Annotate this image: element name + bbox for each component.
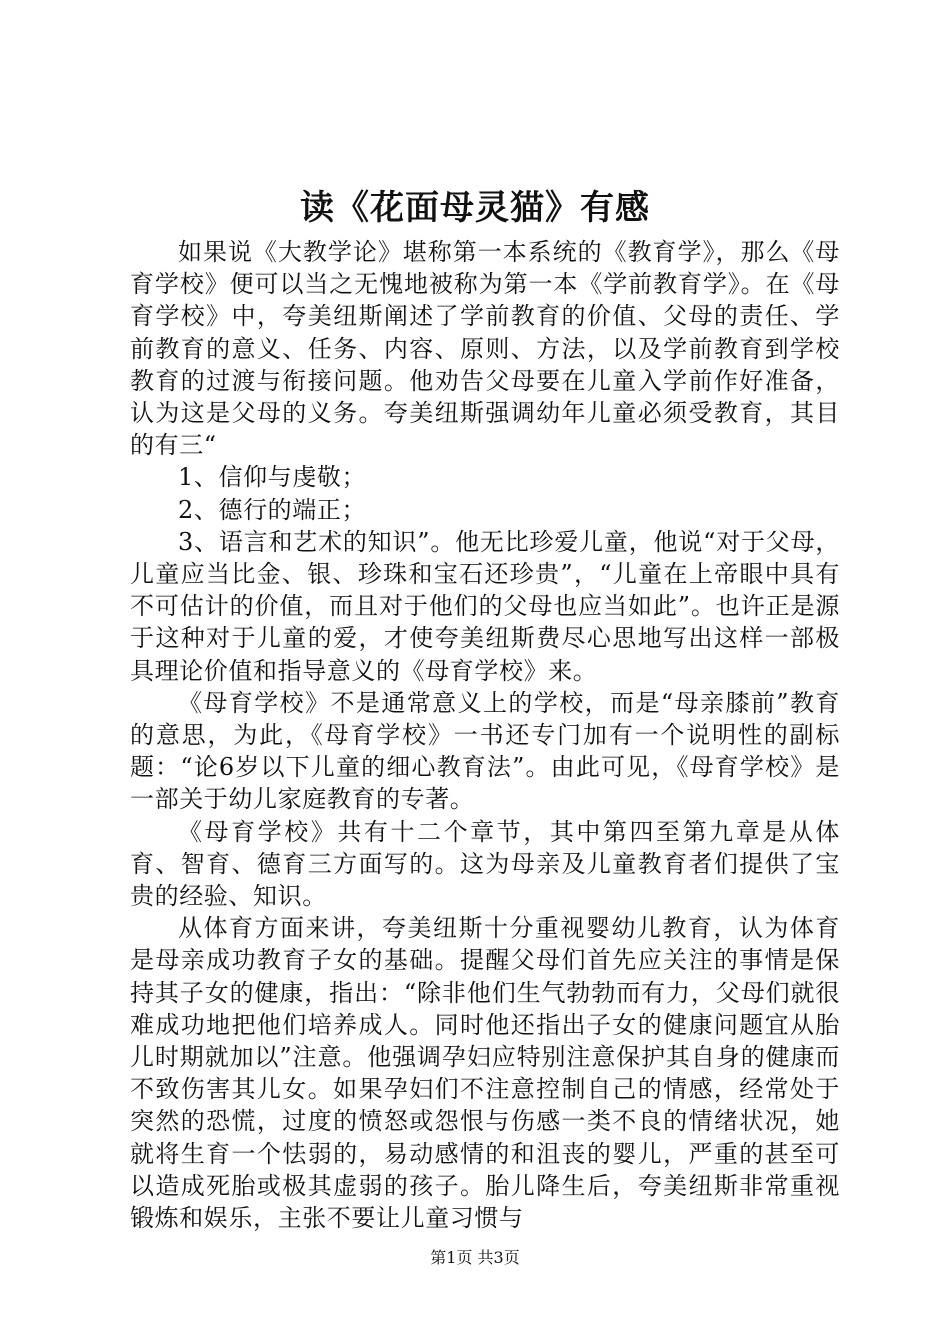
paragraph: 从体育方面来讲，夸美纽斯十分重视婴幼儿教育，认为体育是母亲成功教育子女的基础。提醒父母们首先应关注的事情是保持其子女的健康，指出：“除非他们生气勃勃而有力，父母们就很难成功地把他们培养成人。同时他还指出子女的健康问题宜从胎儿时期就加以”注意。他强调孕妇应特别注意保护其自身的健康而不致伤害其儿女。如果孕妇们不注意控制自己的情感，经常处于突然的恐慌，过度的愤怒或怨恨与伤感一类不良的情绪状况，她就将生育一个怯弱的，易动感情的和沮丧的婴儿，严重的甚至可以造成死胎或极其虚弱的孩子。胎儿降生后，夸美纽斯非常重视锻炼和娱乐，主张不要让儿童习惯与 (130, 914, 840, 1233)
paragraph: 《母育学校》共有十二个章节，其中第四至第九章是从体育、智育、德育三方面写的。这为母亲及儿童教育者们提供了宝贵的经验、知识。 (130, 817, 840, 911)
paragraph: 《母育学校》不是通常意义上的学校，而是“母亲膝前”教育的意思，为此，《母育学校》一书还专门加有一个说明性的副标题：“论6岁以下儿童的细心教育法”。由此可见，《母育学校》是一部关于幼儿家庭教育的专著。 (130, 688, 840, 814)
document-title: 读《花面母灵猫》有感 (300, 188, 650, 228)
list-item: 1、信仰与虔敬； (178, 463, 367, 492)
paragraph: 3、语言和艺术的知识”。他无比珍爱儿童，他说“对于父母，儿童应当比金、银、珍珠和宝石还珍贵”，“儿童在上帝眼中具有不可估计的价值，而且对于他们的父母也应当如此”。也许正是源于这种对于儿童的爱，才使夸美纽斯费尽心思地写出这样一部极具理论价值和指导意义的《母育学校》来。 (130, 527, 840, 685)
page-footer: 第1页 共3页 (430, 1248, 520, 1267)
list-item: 2、德行的端正； (178, 495, 367, 524)
document-body (130, 236, 840, 1234)
paragraph: 如果说《大教学论》堪称第一本系统的《教育学》，那么《母育学校》便可以当之无愧地被称为第一本《学前教育学》。在《母育学校》中，夸美纽斯阐述了学前教育的价值、父母的责任、学前教育的意义、任务、内容、原则、方法，以及学前教育到学校教育的过渡与衔接问题。他劝告父母要在儿童入学前作好准备，认为这是父母的义务。夸美纽斯强调幼年儿童必须受教育，其目的有三“ (130, 238, 840, 460)
